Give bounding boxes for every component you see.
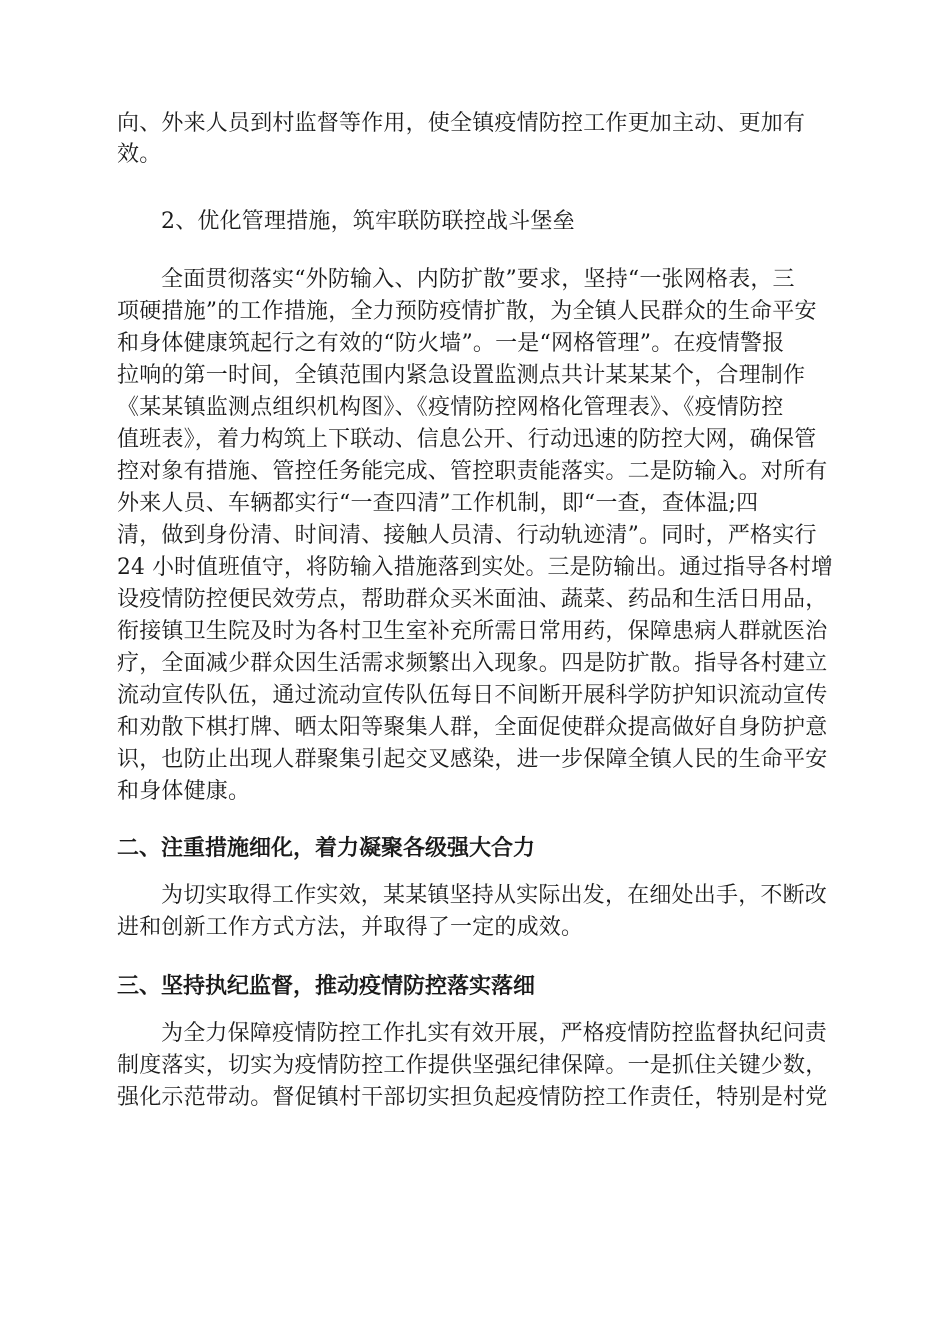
paragraph-line: 强化示范带动。督促镇村干部切实担负起疫情防控工作责任，特别是村党 xyxy=(117,1085,828,1110)
paragraph-line: 外来人员、车辆都实行“一查四清”工作机制，即“一查，查体温;四 xyxy=(117,491,759,516)
paragraph-line: 疗，全面减少群众因生活需求频繁出入现象。四是防扩散。指导各村建立 xyxy=(117,651,828,676)
paragraph-line: 和身体健康。 xyxy=(117,779,251,804)
paragraph-line: 项硬措施”的工作措施，全力预防疫情扩散，为全镇人民群众的生命平安 xyxy=(117,299,817,324)
section-heading: 三、坚持执纪监督，推动疫情防控落实落细 xyxy=(117,973,536,999)
paragraph-line: 为全力保障疫情防控工作扎实有效开展，严格疫情防控监督执纪问责 xyxy=(161,1021,828,1046)
paragraph-line: 《某某镇监测点组织机构图》、《疫情防控网格化管理表》、《疫情防控 xyxy=(117,395,784,420)
paragraph-line: 拉响的第一时间，全镇范围内紧急设置监测点共计某某某个，合理制作 xyxy=(117,363,806,388)
paragraph-line: 和身体健康筑起行之有效的“防火墙”。一是“网格管理”。在疫情警报 xyxy=(117,331,785,356)
paragraph-line: 控对象有措施、管控任务能完成、管控职责能落实。二是防输入。对所有 xyxy=(117,459,828,484)
paragraph-line: 清，做到身份清、时间清、接触人员清、行动轨迹清”。同时，严格实行 xyxy=(117,523,817,548)
paragraph-line: 向、外来人员到村监督等作用，使全镇疫情防控工作更加主动、更加有 xyxy=(117,111,806,136)
paragraph-line: 值班表》，着力构筑上下联动、信息公开、行动迅速的防控大网，确保管 xyxy=(117,427,817,452)
paragraph-line: 流动宣传队伍，通过流动宣传队伍每日不间断开展科学防护知识流动宣传 xyxy=(117,683,828,708)
paragraph-line: 识，也防止出现人群聚集引起交叉感染，进一步保障全镇人民的生命平安 xyxy=(117,747,828,772)
paragraph-line: 和劝散下棋打牌、晒太阳等聚集人群，全面促使群众提高做好自身防护意 xyxy=(117,715,828,740)
section-heading: 二、注重措施细化，着力凝聚各级强大合力 xyxy=(117,835,536,861)
paragraph-line: 24 小时值班值守，将防输入措施落到实处。三是防输出。通过指导各村增 xyxy=(117,555,833,580)
paragraph-line: 制度落实，切实为疫情防控工作提供坚强纪律保障。一是抓住关键少数， xyxy=(117,1053,828,1078)
paragraph-line: 进和创新工作方式方法，并取得了一定的成效。 xyxy=(117,915,584,940)
paragraph-line: 全面贯彻落实“外防输入、内防扩散”要求，坚持“一张网格表，三 xyxy=(161,267,795,292)
paragraph-line: 设疫情防控便民效劳点，帮助群众买米面油、蔬菜、药品和生活日用品， xyxy=(117,587,828,612)
subsection-heading: 2、优化管理措施，筑牢联防联控战斗堡垒 xyxy=(161,209,575,234)
paragraph-line: 衔接镇卫生院及时为各村卫生室补充所需日常用药，保障患病人群就医治 xyxy=(117,619,828,644)
paragraph-line: 为切实取得工作实效，某某镇坚持从实际出发，在细处出手，不断改 xyxy=(161,883,828,908)
paragraph-line: 效。 xyxy=(117,142,162,167)
